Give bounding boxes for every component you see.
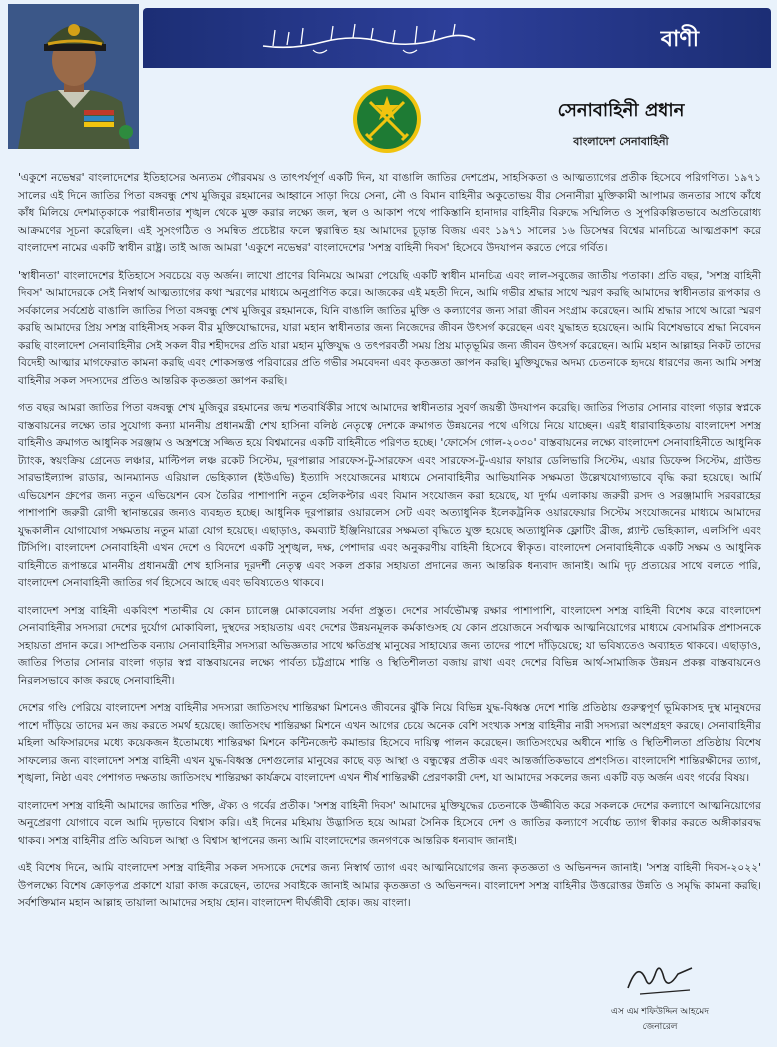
signature-mark bbox=[620, 950, 700, 1000]
paragraph-6: বাংলাদেশ সশস্ত্র বাহিনী আমাদের জাতির শক্তি, ঐক্য ও গর্বের প্রতীক। 'সশস্ত্র বাহিনী দিবস' আমাদের মুক্তিযুদ্ধের চেতনাকে উজ্জীবিত করে সকলকে দেশের কল্যাণে আত্মনিয়োগের অনুপ্রেরণা যোগাবে বলে আমি দৃঢ়ভাবে বিশ্বাস করি। এই দিনের মহিমায় উদ্ভাসিত হয়ে আমরা সৈনিক হিসেবে দেশ ও জাতির কল্যাণে সর্বোচ্চ ত্যাগ স্বীকার করতে অঙ্গীকারবদ্ধ থাকব। সশস্ত্র বাহিনীর প্রতি অবিচল আস্থা ও বিশ্বাস স্থাপনের জন্য আমি বাংলাদেশের জনগণকে আন্তরিক ধন্যবাদ জানাই। bbox=[18, 799, 761, 847]
signatory-rank: জেনারেল bbox=[642, 1022, 678, 1032]
paragraph-2: 'স্বাধীনতা' বাংলাদেশের ইতিহাসে সবচেয়ে বড় অর্জন। লাখো প্রাণের বিনিময়ে আমরা পেয়েছি একটি স্বাধীন মানচিত্র এবং লাল-সবুজের জাতীয় পতাকা। প্রতি বছর, 'সশস্ত্র বাহিনী দিবস' আমাদেরকে সেই নিস্বার্থ আত্মত্যাগের কথা স্মরণের মাধ্যমে অনুপ্রাণিত করে। আজকের এই মহতী দিনে, আমি গভীর শ্রদ্ধার সাথে স্মরণ করছি আমাদের স্বাধীনতার রূপকার ও সর্বকালের সর্বশ্রেষ্ঠ বাঙালি জাতির পিতা বঙ্গবন্ধু শেখ মুজিবুর রহমানকে, যিনি বাঙালি জাতির মুক্তি ও কল্যাণের জন্য সারা জীবন সংগ্রাম করেছেন। আমি শ্রদ্ধার সাথে আরো স্মরণ করছি আমাদের প্রিয় সশস্ত্র বাহিনীসহ সকল বীর মুক্তিযোদ্ধাদের, যারা মহান স্বাধীনতার জন্য নিজেদের জীবন উৎসর্গ করেছেন এবং যুদ্ধাহত হয়েছেন। আমি বিশেষভাবে শ্রদ্ধা নিবেদন করছি বাংলাদেশ সেনাবাহিনীর সেই সকল বীর শহীদদের প্রতি যারা মহান মুক্তিযুদ্ধ ও তৎপরবর্তী সময় প্রিয় মাতৃভূমির জন্য জীবন উৎসর্গ করেছেন। আমি মহান আল্লাহর নিকট তাদের বিদেহী আত্মার মাগফেরাত কামনা করছি এবং শোকসন্তপ্ত পরিবারের প্রতি গভীর সমবেদনা এবং কৃতজ্ঞতা জ্ঞাপন করছি। মুক্তিযুদ্ধের অদম্য চেতনাকে হৃদয়ে ধারণের জন্য আমি সশস্ত্র বাহিনীর সকল সদস্যদের প্রতিও আন্তরিক কৃতজ্ঞতা জ্ঞাপন করছি। bbox=[18, 269, 761, 387]
bismillah-text: بسم الله الرحمن الرحيم bbox=[368, 58, 379, 59]
bismillah-calligraphy bbox=[253, 16, 483, 60]
designation-block bbox=[511, 96, 731, 152]
army-emblem-icon bbox=[352, 84, 422, 154]
header-banner bbox=[143, 8, 771, 68]
paragraph-1: 'একুশে নভেম্বর' বাংলাদেশের ইতিহাসের অন্যতম গৌরবময় ও তাৎপর্যপূর্ণ একটি দিন, যা বাঙালি জাতির দেশপ্রেম, সাহসিকতা ও আত্মত্যাগের প্রতীক হিসেবে পরিগণিত। ১৯৭১ সালের এই দিনে জাতির পিতা বঙ্গবন্ধু শেখ মুজিবুর রহমানের আহ্বানে সাড়া দিয়ে সেনা, নৌ ও বিমান বাহিনীর অকুতোভয় বীর সেনানীরা মুক্তিকামী আপামর জনতার সাথে কাঁধে কাঁধ মিলিয়ে দেশমাতৃকাকে পরাধীনতার শৃঙ্খল থেকে মুক্ত করার লক্ষ্যে জল, স্থল ও আকাশ পথে পাকিস্তানি হানাদার বাহিনীর বিরুদ্ধে সম্মিলিত ও সুপরিকল্পিতভাবে অপ্রতিরোধ্য আক্রমণের সূচনা করেছিল। এই সুসংগঠিত ও সমন্বিত প্রচেষ্টার ফলে ত্বরান্বিত হয় আমাদের চূড়ান্ত বিজয় এবং ১৯৭১ সালের ১৬ ডিসেম্বর বিশ্বের মানচিত্রে আত্মপ্রকাশ করে বাংলাদেশ নামের একটি স্বাধীন রাষ্ট্র। তাই আজ আমরা 'একুশে নভেম্বর' বাংলাদেশের 'সশস্ত্র বাহিনী দিবস' হিসেবে উদযাপন করতে পেরে গর্বিত। bbox=[18, 172, 761, 254]
header bbox=[8, 4, 771, 154]
paragraph-5: দেশের গণ্ডি পেরিয়ে বাংলাদেশ সশস্ত্র বাহিনীর সদস্যরা জাতিসংঘ শান্তিরক্ষা মিশনেও জীবনের ঝুঁকি নিয়ে বিভিন্ন যুদ্ধ-বিধ্বস্ত দেশে শান্তি প্রতিষ্ঠায় গুরুত্বপূর্ণ ভূমিকাসহ দুস্থ মানুষদের পাশে দাঁড়িয়ে তাদের মন জয় করতে সমর্থ হয়েছে। জাতিসংঘ শান্তিরক্ষা মিশনে এখন আগের চেয়ে অনেক বেশি সংখ্যক সশস্ত্র বাহিনীর নারী সদস্যরা অংশগ্রহণ করছে। সেনাবাহিনীর মহিলা অফিসারদের মধ্যে কয়েকজন ইতোমধ্যে শান্তিরক্ষা মিশনে কন্টিনজেন্ট কমান্ডার হিসেবে দায়িত্ব পালন করেছেন। জাতিসংঘের অধীনে শান্তি ও স্থিতিশীলতা প্রতিষ্ঠায় বিশেষ সাফল্যের জন্য বাংলাদেশ সশস্ত্র বাহিনী এখন যুদ্ধ-বিধ্বস্ত দেশগুলোর মানুষের কাছে বড় আস্থা ও বন্ধুত্বের প্রতীক এবং আন্তর্জাতিকভাবে প্রশংসিত। বাংলাদেশি শান্তিরক্ষীদের ত্যাগ, শৃঙ্খলা, নিষ্ঠা এবং পেশাগত দক্ষতায় জাতিসংঘ শান্তিরক্ষা কার্যক্রমে বাংলাদেশ এখন শীর্ষ শান্তিরক্ষী প্রেরণকারী দেশ, যা আমাদের সকলের জন্য একটি বড় অর্জন এবং গর্বের বিষয়। bbox=[18, 702, 761, 784]
message-body bbox=[18, 170, 761, 923]
paragraph-4: বাংলাদেশ সশস্ত্র বাহিনী একবিংশ শতাব্দীর যে কোন চ্যালেঞ্জ মোকাবেলায় সর্বদা প্রস্তুত। দেশের সার্বভৌমত্ব রক্ষার পাশাপাশি, বাংলাদেশ সশস্ত্র বাহিনী বিশেষ করে বাংলাদেশ সেনাবাহিনীর সদস্যরা দেশের দুর্যোগ মোকাবিলা, দুস্থদের সহায়তায় এবং দেশের উন্নয়নমূলক কর্মকাণ্ডসহ যে কোন প্রয়োজনে সর্বাত্মক আত্মনিয়োগের মাধ্যমে বেসামরিক প্রশাসনকে সহায়তা প্রদান করে। সাম্প্রতিক বন্যায় সেনাবাহিনীর সদস্যরা অভিজ্ঞতার সাথে ক্ষতিগ্রস্থ মানুষের সাহায্যের জন্য তাদের পাশে দাঁড়িয়েছে; যা ভবিষ্যতেও অব্যাহত থাকবে। এছাড়াও, জাতির পিতার সোনার বাংলা গড়ার স্বপ্ন বাস্তবায়নের লক্ষ্যে পার্বত্য চট্টগ্রামে শান্তি ও স্থিতিশীলতা বজায় রাখা এবং দেশের বিভিন্ন আর্থ-সামাজিক উন্নয়ন প্রকল্প বাস্তবায়নেও নিরলসভাবে কাজ করছে সেনাবাহিনী। bbox=[18, 604, 761, 687]
page-title: বাণী bbox=[660, 27, 699, 52]
paragraph-7: এই বিশেষ দিনে, আমি বাংলাদেশ সশস্ত্র বাহিনীর সকল সদস্যকে দেশের জন্য নিস্বার্থ ত্যাগ এবং আত্মনিয়োগের জন্য কৃতজ্ঞতা ও অভিনন্দন জানাই। 'সশস্ত্র বাহিনী দিবস-২০২২' উপলক্ষ্যে বিশেষ ক্রোড়পত্র প্রকাশে যারা কাজ করেছেন, তাদের সবাইকে জানাই আমার কৃতজ্ঞতা ও অভিনন্দন। বাংলাদেশ সশস্ত্র বাহিনীর উত্তরোত্তর উন্নতি ও সমৃদ্ধি কামনা করছি। সর্বশক্তিমান মহান আল্লাহ তায়ালা আমাদের সহায় হোন। বাংলাদেশ দীর্ঘজীবী হোক। জয় বাংলা। bbox=[18, 862, 761, 909]
chief-portrait-photo bbox=[8, 4, 139, 149]
organization-name: বাংলাদেশ সেনাবাহিনী bbox=[573, 135, 669, 148]
signature-block bbox=[560, 950, 760, 1046]
designation-title: সেনাবাহিনী প্রধান bbox=[557, 100, 685, 121]
paragraph-3: গত বছর আমরা জাতির পিতা বঙ্গবন্ধু শেখ মুজিবুর রহমানের জন্ম শতবার্ষিকীর সাথে আমাদের স্বাধীনতার সুবর্ণ জয়ন্তী উদযাপন করেছি। জাতির পিতার সোনার বাংলা গড়ার স্বপ্নকে বাস্তবায়নের লক্ষ্যে তার সুযোগ্য কন্যা মাননীয় প্রধানমন্ত্রী শেখ হাসিনা বলিষ্ঠ নেতৃত্বে দেশকে ক্রমাগত উন্নয়নের পথে এগিয়ে নিয়ে যাচ্ছেন। এরই ধারাবাহিকতায় বাংলাদেশ সশস্ত্র বাহিনীও ক্রমাগত আধুনিক সরঞ্জাম ও অস্ত্রশস্ত্রে সজ্জিত হয়ে বিশ্বমানের একটি বাহিনীতে পরিণত হচ্ছে। 'ফোর্সেস গোল-২০৩০' বাস্তবায়নের লক্ষ্যে বাংলাদেশ সেনাবাহিনীতে আধুনিক ট্যাংক, স্বয়ংক্রিয় গ্রেনেড লঞ্চার, মাল্টিপল লঞ্চ রকেট সিস্টেম, দূরপাল্লার সারফেস-টু-সারফেস এবং সারফেস-টু-এয়ার ফায়ার ডেলিভারি সিস্টেম, এয়ার ডিফেন্স সিস্টেম, গ্রাউন্ড সারভাইল্যান্স রাডার, আনম্যানড এরিয়াল ভেহিক্যাল (ইউএভি) ইত্যাদি সংযোজনের মাধ্যমে সেনাবাহিনীর আভিযানিক সক্ষমতা উল্লেখযোগ্যভাবে বৃদ্ধি করা হয়েছে। আর্মি এভিয়েশন গ্রুপের জন্য নতুন এভিয়েশন বেস তৈরির পাশাপাশি নতুন হেলিকপ্টার এবং বিমান সংযোজন করা হয়েছে, যা দুর্গম এলাকায় জরুরী রসদ ও সরঞ্জামাদি সরবরাহের পাশাপাশি জরুরী রোগী স্থানান্তরের জন্যও ব্যবহৃত হচ্ছে। আধুনিক দূরপাল্লার ওয়ারলেস সেট এবং অত্যাধুনিক ইলেকট্রনিক ওয়ারফেয়ার সিস্টেম সংযোজনের মাধ্যমে আমাদের যুদ্ধকালীন যোগাযোগ সক্ষমতায় নতুন মাত্রা যোগ হয়েছে। এছাড়াও, কমব্যাট ইঞ্জিনিয়ারের সক্ষমতা বৃদ্ধিতে যুক্ত হয়েছে অত্যাধুনিক ফ্লোটিং ব্রীজ, প্ল্যান্ট ভেহিক্যাল, এলসিপি এবং টিসিপি। বাংলাদেশ সেনাবাহিনী এখন দেশে ও বিদেশে একটি সুশৃঙ্খল, দক্ষ, পেশাদার এবং অনুকরণীয় বাহিনী হিসেবে স্বীকৃত। বাংলাদেশ সেনাবাহিনীকে একটি সক্ষম ও আধুনিক বাহিনীতে রূপান্তরে মাননীয় প্রধানমন্ত্রী শেখ হাসিনার দূরদর্শী নেতৃত্ব এবং সকল প্রকার সহায়তা প্রদানের জন্য আন্তরিক ধন্যবাদ জানাই। আমি দৃঢ় প্রত্যয়ের সাথে বলতে পারি, বাংলাদেশ সেনাবাহিনী জাতির গর্ব হিসেবে আছে এবং ভবিষ্যতেও থাকবে। bbox=[18, 402, 761, 589]
signatory-name: এস এম শফিউদ্দিন আহমেদ bbox=[611, 1007, 709, 1017]
